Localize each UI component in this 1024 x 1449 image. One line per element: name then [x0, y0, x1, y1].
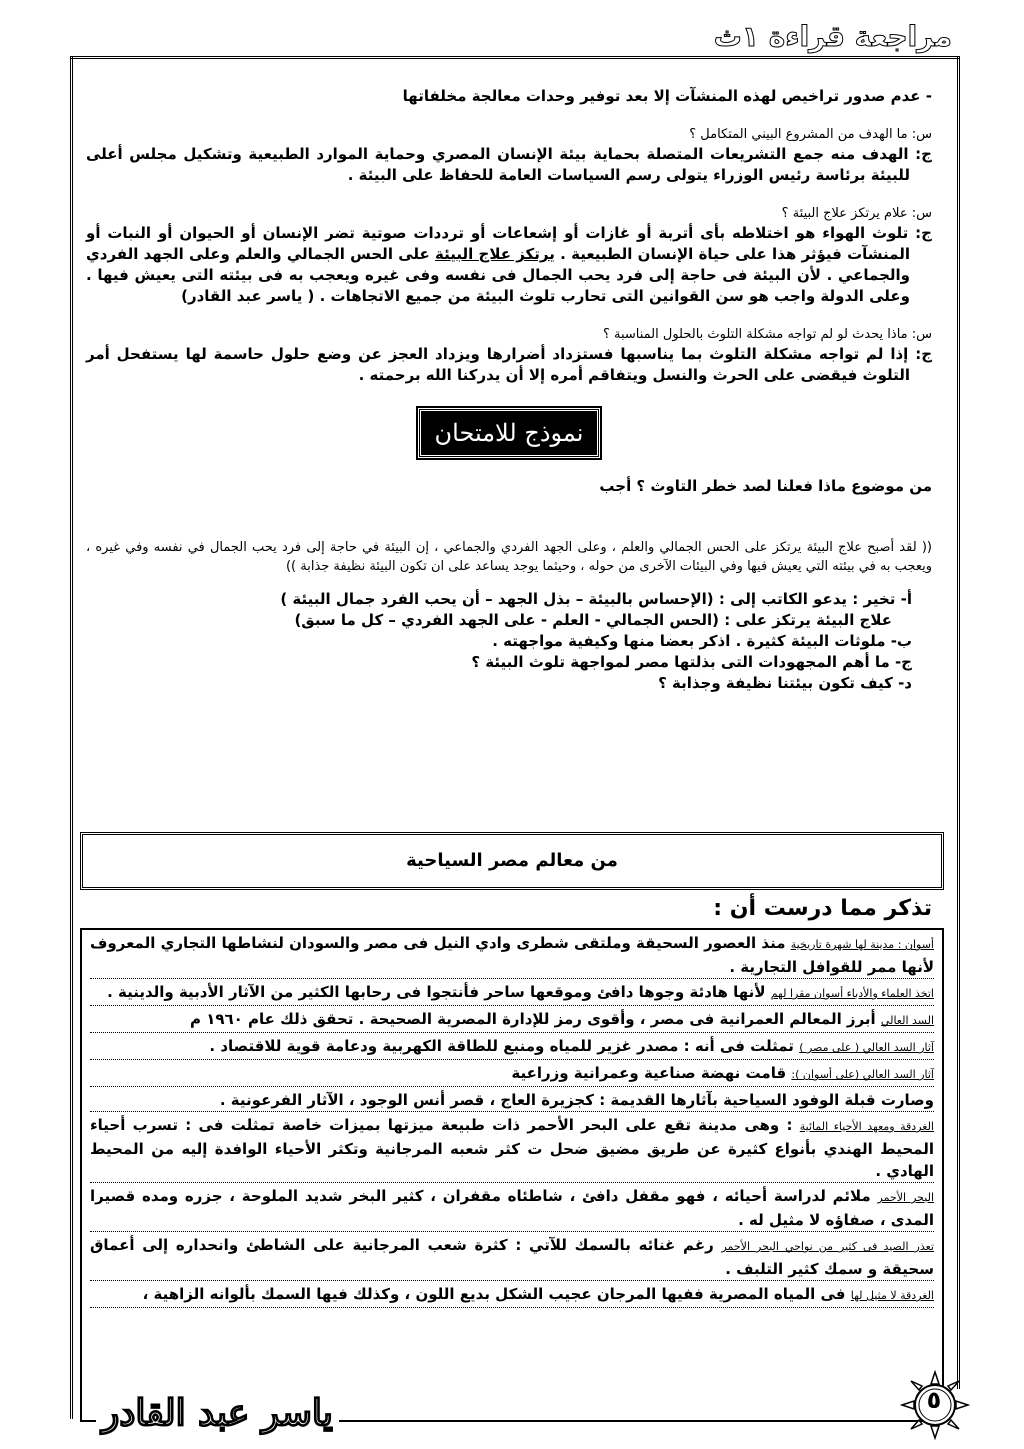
- fact-text: وصارت قبلة الوفود السياحية بآثارها القديمة : كجزيرة العاج ، قصر أنس الوجود ، الآثار الفرعونية .: [219, 1091, 934, 1109]
- frame-top-border: [70, 56, 960, 59]
- answer-2-part-1: ج: تلوث الهواء هو اختلاطه بأى أتربة أو غازات أو إشعاعات أو ترددات صوتية تضر الإنسان أو الحيوان أو النبات أو المنشآت فيؤثر هذا على حياة الإنسان الطبيعية .: [86, 224, 932, 263]
- fact-row: [90, 1060, 934, 1087]
- question-3: س: ماذا يحدث لو لم تواجه مشكلة التلوث بالحلول المناسبة ؟: [602, 327, 932, 342]
- fact-row: [90, 1281, 934, 1308]
- answer-1: ج: الهدف منه جمع التشريعات المتصلة بحماية بيئة الإنسان المصري وحماية الموارد الطبيعية وتشكيل مجلس أعلى للبيئة برئاسة رئيس الوزراء يتولى رسم السياسات العامة للحفاظ على البيئة .: [86, 145, 932, 184]
- main-content: [86, 86, 932, 694]
- fact-tag: تعذر الصيد فى كثير من نواحي البحر الأحمر: [721, 1240, 934, 1253]
- fact-text: فى المياه المصرية ففيها المرجان عجيب الشكل بديع اللون ، وكذلك فيها السمك بألوانه الزاهية ،: [142, 1285, 846, 1303]
- fact-tag: البحر الأحمر: [877, 1191, 935, 1204]
- page-number: ٥: [926, 1386, 942, 1414]
- fact-text: ملائم لدراسة أحيائه ، فهو مقفل دافئ ، شاطئاه مقفران ، كثير البخر شديد الملوحة ، جزره ومده قصيرا المدى ، صفاؤه لا مثيل له .: [90, 1187, 934, 1229]
- page-title: مراجعة قراءة ١ث: [706, 20, 960, 53]
- question-1: س: ما الهدف من المشروع البيني المتكامل ؟: [689, 127, 932, 142]
- question-2: س: علام يرتكز علاج البيئة ؟: [781, 206, 932, 221]
- facts-box: [80, 928, 944, 1422]
- fact-tag: اتخذ العلماء والأدباء أسوان مقرا لهم: [770, 987, 934, 1000]
- fact-text: قامت نهضة صناعية وعمرانية وزراعية: [511, 1064, 787, 1082]
- fact-tag: الغردقة ومعهد الأحياء المائية: [799, 1120, 934, 1133]
- fact-row: [90, 930, 934, 979]
- fact-row: [90, 979, 934, 1006]
- fact-text: لأنها هادئة وجوها دافئ وموقعها ساحر فأنتجوا فى رحابها الكثير من الآثار الأدبية والدينية .: [107, 983, 766, 1001]
- author-signature: ياسر عبد القادر: [96, 1392, 339, 1434]
- fact-tag: أسوان : مدينة لها شهرة تاريخية: [790, 938, 934, 951]
- exam-item-b: ب- ملوثات البيئة كثيرة . اذكر بعضا منها وكيفية مواجهته .: [492, 632, 912, 650]
- exam-item-a2: علاج البيئة يرتكز على : (الحس الجمالي - العلم - على الجهد الفردي – كل ما سبق): [294, 611, 892, 629]
- section-banner: من معالم مصر السياحية: [80, 832, 944, 890]
- frame-right-border: [957, 56, 960, 1389]
- fact-text: رغم غنائه بالسمك للآتي : كثرة شعب المرجانية على الشاطئ وانحداره إلى أعماق سحيقة و سمك كثير التلبف .: [90, 1236, 934, 1278]
- fact-row: [90, 1183, 934, 1232]
- fact-tag: آثار السد العالي ( على مصر ): [799, 1041, 934, 1054]
- fact-row: [90, 1006, 934, 1033]
- frame-left-border: [70, 56, 73, 1419]
- exam-question: من موضوع ماذا فعلنا لصد خطر التاوث ؟ أجب: [599, 477, 932, 495]
- exam-passage: (( لقد أصبح علاج البيئة يرتكز على الحس الجمالي والعلم ، وعلى الجهد الفردي والجماعي ، إن البيئة في حاجة إلى فرد يحب الجمال في نفسه وفي غيره ، ويعجب به في بيئته التي يعيش فيها وفي البيئات الآخرى من حوله ، وحيثما يوجد يساعد على ان تكون البيئة نظيفة جذابة )): [86, 540, 932, 574]
- fact-row: [90, 1033, 934, 1060]
- fact-text: تمثلت فى أنه : مصدر غزير للمياه ومنبع للطاقة الكهربية ودعامة قوية للاقتصاد .: [209, 1037, 794, 1055]
- fact-text: أبرز المعالم العمرانية فى مصر ، وأقوى رمز للإدارة المصرية الصحيحة . تحقق ذلك عام ١٩٦٠ م: [189, 1010, 876, 1028]
- intro-line: - عدم صدور تراخيص لهذه المنشآت إلا بعد توفير وحدات معالجة مخلفاتها: [402, 87, 932, 105]
- fact-text: منذ العصور السحيقة وملتقى شطرى وادي النيل فى مصر والسودان لنشاطها التجاري المعروف لأنها ممر للقوافل التجارية .: [90, 934, 934, 976]
- exam-item-a: أ- تخير : يدعو الكاتب إلى : (الإحساس بالبيئة – بذل الجهد – أن يحب الفرد جمال البيئة ): [280, 590, 912, 608]
- answer-2-underlined: يرتكز علاج البيئة: [435, 245, 555, 263]
- fact-row: [90, 1087, 934, 1112]
- exam-item-d: د- كيف تكون بيئتنا نظيفة وجذابة ؟: [658, 674, 912, 692]
- answer-3: ج: إذا لم تواجه مشكلة التلوث بما يناسبها فستزداد أضرارها ويزداد العجز عن وضع حلول حاسمة لها يستفحل أمر التلوث فيقضى على الحرث والنسل ويتفاقم أمره إلا أن يدركنا الله برحمته .: [86, 345, 932, 384]
- fact-text: : وهى مدينة تقع على البحر الأحمر ذات طبيعة ميزتها بميزات خاصة تمثلت فى : تسرب أحياء المحيط الهندي بأنواع كثيرة عن طريق مضيق ضحل ت كثر شعبه المرجانية وتكثر الأحياء الوافدة إليه من المحيط الهادي .: [90, 1116, 934, 1180]
- remember-heading: تذكر مما درست أن :: [713, 896, 932, 921]
- fact-tag: آثار السد العالي (على أسوان ):: [791, 1068, 934, 1081]
- fact-tag: السد العالي: [880, 1014, 934, 1027]
- fact-tag: الغردقة لا مثيل لها: [850, 1289, 934, 1302]
- exam-item-c: ج- ما أهم المجهودات التى بذلتها مصر لمواجهة تلوث البيئة ؟: [471, 653, 912, 671]
- exam-items: [86, 589, 932, 694]
- answer-2-part-2: على الحس الجمالي والعلم وعلى الجهد الفردي والجماعي . لأن البيئة فى حاجة إلى فرد يحب الجمال فى نفسه وفى غيره ويعجب به فى بيئته التى يعيش فيها . وعلى الدولة واجب هو سن القوانين التى تحارب تلوث البيئة من جميع الاتجاهات . ( ياسر عبد القادر): [86, 245, 910, 305]
- fact-row: [90, 1232, 934, 1281]
- answer-2: [86, 223, 932, 307]
- exam-label-box: نموذج للامتحان: [418, 408, 600, 458]
- fact-row: [90, 1112, 934, 1183]
